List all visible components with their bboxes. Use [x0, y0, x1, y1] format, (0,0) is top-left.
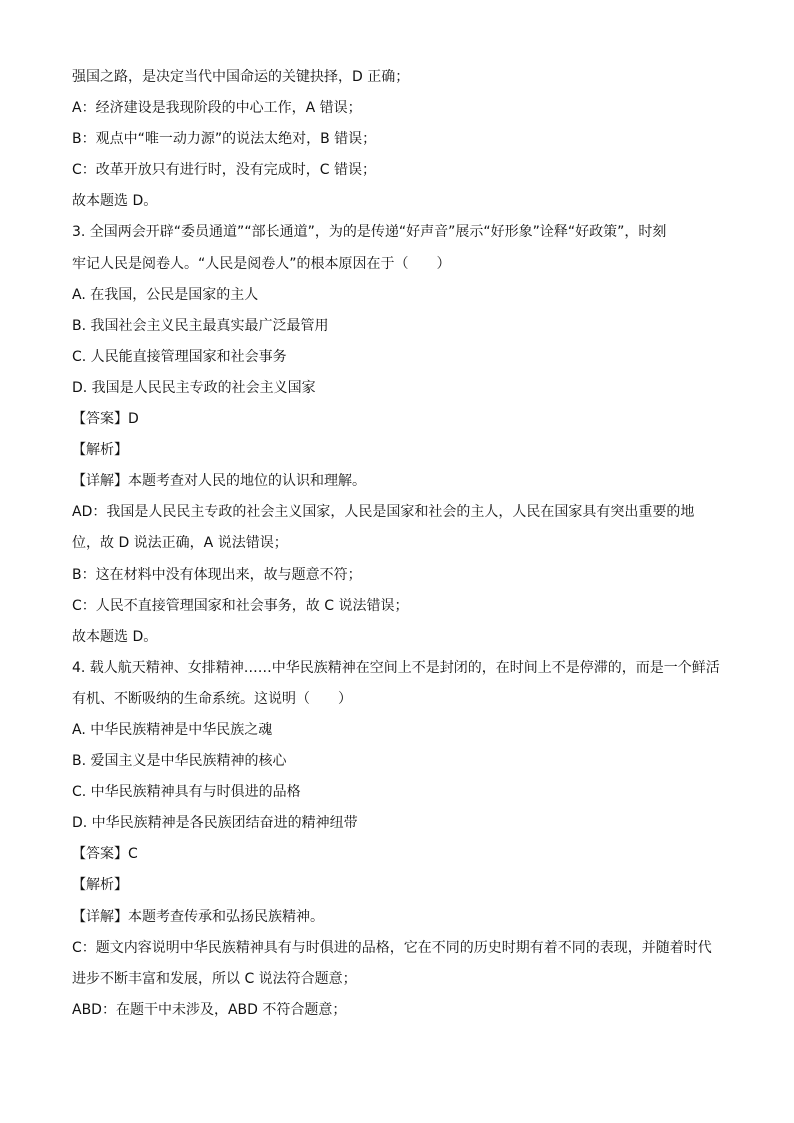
- option-c: C. 人民能直接管理国家和社会事务: [72, 348, 287, 365]
- question-stem: 有机、不断吸纳的生命系统。这说明（ ）: [72, 690, 352, 707]
- explanation-line: C：人民不直接管理国家和社会事务，故 C 说法错误；: [72, 597, 409, 614]
- explanation-line: 进步不断丰富和发展，所以 C 说法符合题意；: [72, 970, 357, 987]
- answer-line: 【答案】C: [72, 846, 138, 863]
- text-line: C：改革开放只有进行时，没有完成时，C 错误；: [72, 162, 376, 179]
- explanation-line: ABD：在题干中未涉及，ABD 不符合题意；: [72, 1001, 347, 1018]
- answer-line: 【答案】D: [72, 411, 139, 428]
- explanation-line: 【详解】本题考查对人民的地位的认识和理解。: [72, 473, 366, 490]
- explanation-line: AD：我国是人民民主专政的社会主义国家，人民是国家和社会的主人，人民在国家具有突出重要的地: [72, 504, 695, 521]
- question-stem: 3. 全国两会开辟“委员通道”“部长通道”，为的是传递“好声音”展示“好形象”诠释“好政策”，时刻: [72, 224, 667, 241]
- text-line: A：经济建设是我现阶段的中心工作，A 错误；: [72, 100, 362, 117]
- text-line: 故本题选 D。: [72, 628, 158, 645]
- text-line: B：观点中“唯一动力源”的说法太绝对，B 错误；: [72, 131, 377, 148]
- option-c: C. 中华民族精神具有与时俱进的品格: [72, 784, 301, 801]
- analysis-heading: 【解析】: [72, 877, 128, 894]
- explanation-line: C：题文内容说明中华民族精神具有与时俱进的品格，它在不同的历史时期有着不同的表现，并随着时代: [72, 939, 712, 956]
- text-line: 故本题选 D。: [72, 193, 158, 210]
- option-b: B. 爱国主义是中华民族精神的核心: [72, 753, 287, 770]
- explanation-line: 位，故 D 说法正确，A 说法错误；: [72, 535, 288, 552]
- option-a: A. 中华民族精神是中华民族之魂: [72, 721, 273, 738]
- question-stem: 牢记人民是阅卷人。“人民是阅卷人”的根本原因在于（ ）: [72, 255, 451, 272]
- option-b: B. 我国社会主义民主最真实最广泛最管用: [72, 317, 329, 334]
- question-stem: 4. 载人航天精神、女排精神……中华民族精神在空间上不是封闭的，在时间上不是停滞的，而是一个鲜活: [72, 659, 720, 676]
- text-line: 强国之路，是决定当代中国命运的关键抉择，D 正确；: [72, 69, 410, 85]
- explanation-line: 【详解】本题考查传承和弘扬民族精神。: [72, 908, 324, 925]
- document-page: [72, 62, 732, 1026]
- option-a: A. 在我国，公民是国家的主人: [72, 286, 259, 303]
- option-d: D. 中华民族精神是各民族团结奋进的精神纽带: [72, 815, 358, 832]
- analysis-heading: 【解析】: [72, 442, 128, 459]
- option-d: D. 我国是人民民主专政的社会主义国家: [72, 379, 316, 396]
- explanation-line: B：这在材料中没有体现出来，故与题意不符；: [72, 566, 362, 583]
